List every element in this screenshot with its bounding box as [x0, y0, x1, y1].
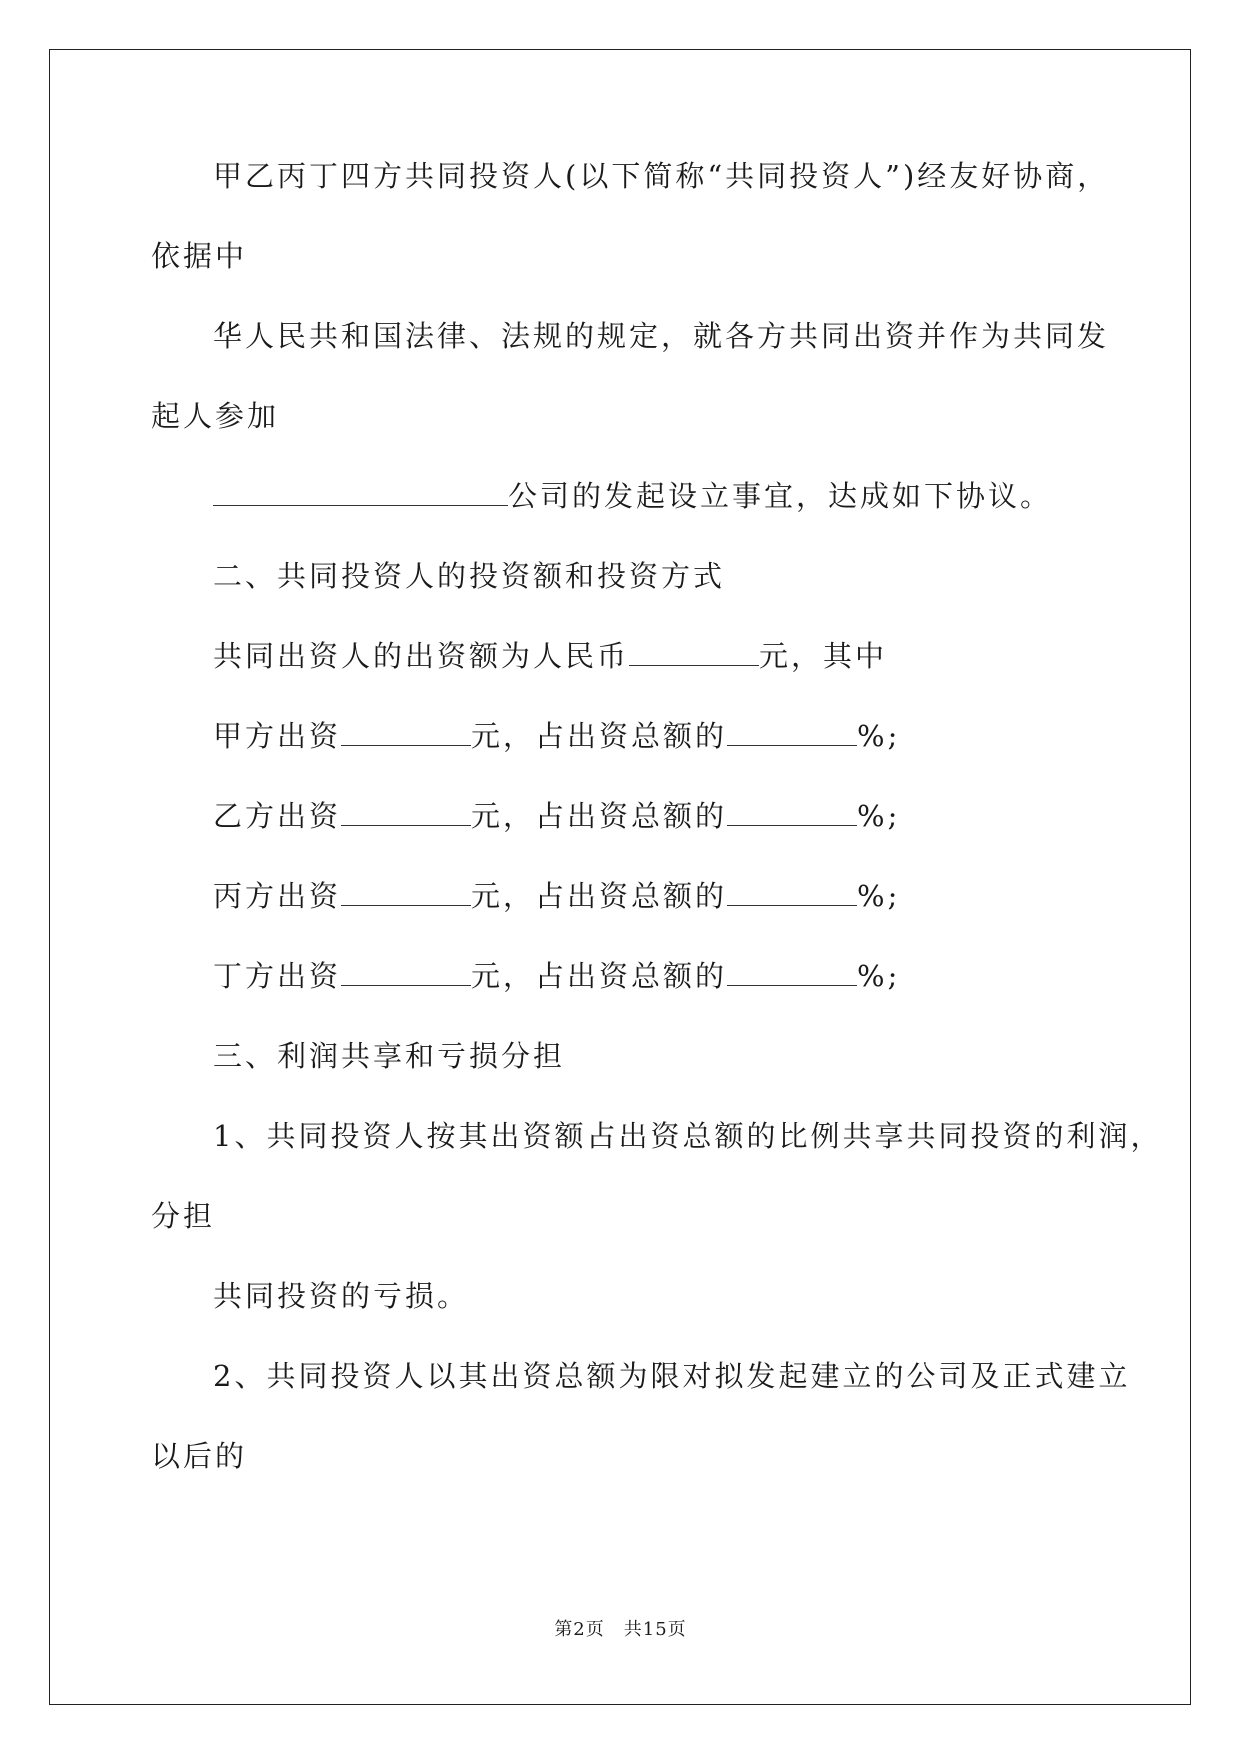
paragraph-line-liability-1: 2、共同投资人以其出资总额为限对拟发起建立的公司及正式建立	[213, 1359, 1131, 1393]
paragraph-line-4: 起人参加	[151, 399, 280, 433]
paragraph-line-profit-1: 1、共同投资人按其出资额占出资总额的比例共享共同投资的利润，	[213, 1119, 1163, 1153]
page-number-footer: 第2页 共15页	[554, 1619, 687, 1640]
paragraph-line-3: 华人民共和国法律、法规的规定，就各方共同出资并作为共同发	[213, 319, 1110, 353]
section-heading-profit: 三、利润共享和亏损分担	[213, 1039, 566, 1073]
total-investment-line: 共同出资人的出资额为人民币 元，其中	[213, 639, 888, 673]
party-b-percent-blank	[727, 801, 857, 826]
paragraph-line-profit-2: 分担	[151, 1199, 216, 1233]
party-d-percent-blank	[727, 961, 857, 986]
party-c-amount-blank	[341, 881, 471, 906]
party-a-investment-line: 甲方出资 元，占出资总额的 %;	[213, 719, 901, 753]
party-d-investment-line: 丁方出资 元，占出资总额的 %;	[213, 959, 901, 993]
paragraph-line-2: 依据中	[151, 239, 248, 273]
party-b-amount-blank	[341, 801, 471, 826]
paragraph-line-1: 甲乙丙丁四方共同投资人(以下简称“共同投资人”)经友好协商，	[213, 159, 1110, 193]
company-name-blank	[213, 481, 508, 506]
party-c-percent-blank	[727, 881, 857, 906]
section-heading-investment: 二、共同投资人的投资额和投资方式	[213, 559, 726, 593]
paragraph-line-profit-3: 共同投资的亏损。	[213, 1279, 470, 1313]
party-c-investment-line: 丙方出资 元，占出资总额的 %;	[213, 879, 901, 913]
party-a-percent-blank	[727, 721, 857, 746]
company-name-line: 公司的发起设立事宜，达成如下协议。	[213, 478, 1052, 514]
party-a-amount-blank	[341, 721, 471, 746]
party-b-investment-line: 乙方出资 元，占出资总额的 %;	[213, 799, 901, 833]
total-amount-blank	[629, 641, 759, 666]
paragraph-line-liability-2: 以后的	[151, 1439, 248, 1473]
party-d-amount-blank	[341, 961, 471, 986]
